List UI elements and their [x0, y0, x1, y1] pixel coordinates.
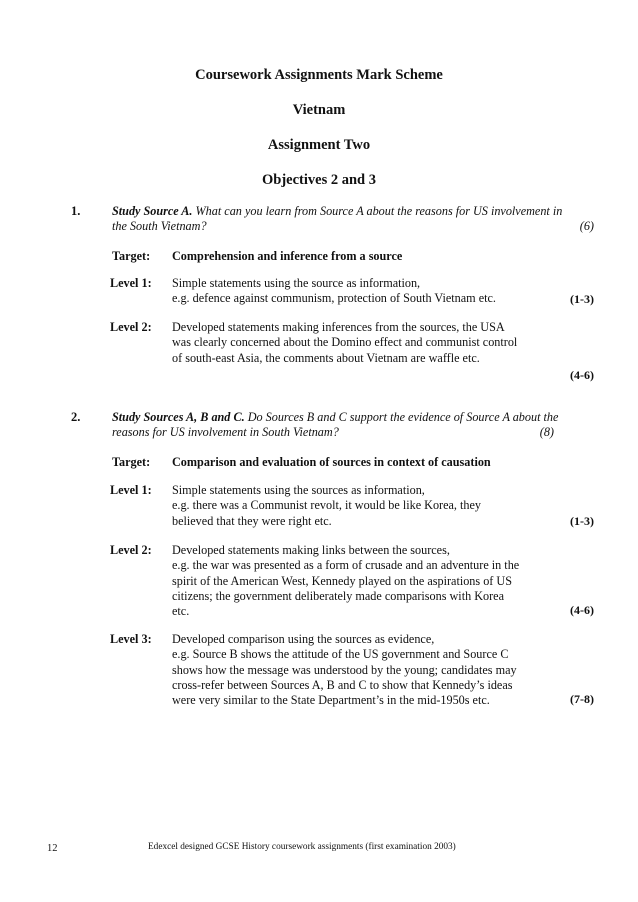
q1-level-2-line: of south-east Asia, the comments about Vietnam are waffle etc. [172, 350, 480, 365]
q2-level-2-line: spirit of the American West, Kennedy played on the aspirations of US [172, 573, 512, 588]
q2-level-2-mark: (4-6) [570, 603, 594, 617]
q1-level-2-mark: (4-6) [570, 368, 594, 382]
q1-level-1-description [172, 276, 539, 307]
q2-level-2-line: etc. [172, 604, 190, 619]
q1-level-1-line: e.g. defence against communism, protection of South Vietnam etc. [172, 291, 496, 306]
q2-level-3-label: Level 3: [110, 632, 152, 646]
question-2-text [112, 410, 604, 440]
q2-level-2-line: Developed statements making links between the sources, [172, 543, 450, 557]
assignment-heading: Assignment Two [267, 137, 371, 153]
question-2-line-2: reasons for US involvement in South Vietnam? [112, 425, 339, 439]
q2-level-1-description [172, 483, 539, 529]
question-2-line-1: Do Sources B and C support the evidence of Source A about the [247, 410, 559, 424]
q2-level-1-line: e.g. there was a Communist revolt, it would be like Korea, they [172, 498, 482, 513]
page-title: Coursework Assignments Mark Scheme [195, 67, 443, 83]
question-1-text [112, 204, 604, 234]
page-number: 12 [47, 843, 58, 854]
q2-level-2-line: e.g. the war was presented as a form of crusade and an adventure in the [172, 558, 520, 573]
q2-level-3-line: Developed comparison using the sources as evidence, [172, 632, 435, 646]
footer-text: Edexcel designed GCSE History coursework assignments (first examination 2003) [148, 842, 456, 852]
question-2-marks: (8) [539, 425, 554, 439]
q1-level-1-line: Simple statements using the source as information, [172, 276, 421, 290]
q2-level-3-line: shows how the message was understood by the young; candidates may [172, 662, 517, 677]
q2-level-2-line: citizens; the government deliberately made comparisons with Korea [172, 588, 504, 603]
q2-level-3-line: cross-refer between Sources A, B and C to show that Kennedy’s ideas [172, 677, 513, 692]
q1-level-2-line: Developed statements making inferences from the sources, the USA [172, 320, 505, 334]
q2-level-3-line: were very similar to the State Department’s in the mid-1950s etc. [172, 693, 490, 708]
q2-level-2-description [172, 543, 539, 619]
topic-heading: Vietnam [292, 102, 346, 118]
q2-level-2-label: Level 2: [110, 543, 152, 557]
question-1-line-2: the South Vietnam? [112, 219, 207, 233]
q2-level-1-line: Simple statements using the sources as information, [172, 483, 425, 497]
q2-level-1-label: Level 1: [110, 483, 152, 497]
q1-level-1-mark: (1-3) [570, 292, 594, 306]
question-2-lead: Study Sources A, B and C. [112, 410, 245, 424]
question-1-target: Comprehension and inference from a source [172, 249, 403, 263]
question-1-lead: Study Source A. [112, 204, 193, 218]
question-1-marks: (6) [579, 219, 594, 233]
question-1-line-1: What can you learn from Source A about the reasons for US involvement in [195, 204, 563, 218]
q1-level-2-line: was clearly concerned about the Domino effect and communist control [172, 335, 518, 350]
q1-level-2-label: Level 2: [110, 320, 152, 334]
q1-level-2-description [172, 320, 539, 366]
q2-level-3-mark: (7-8) [570, 692, 594, 706]
question-2-target-label: Target: [112, 455, 151, 469]
q2-level-3-line: e.g. Source B shows the attitude of the US government and Source C [172, 647, 509, 662]
question-1-target-label: Target: [112, 249, 151, 263]
q2-level-1-mark: (1-3) [570, 514, 594, 528]
q2-level-3-description [172, 632, 539, 708]
question-1-number: 1. [71, 204, 81, 218]
question-2-target: Comparison and evaluation of sources in context of causation [172, 455, 491, 469]
objectives-heading: Objectives 2 and 3 [262, 172, 376, 188]
q1-level-1-label: Level 1: [110, 276, 152, 290]
q2-level-1-line: believed that they were right etc. [172, 513, 332, 528]
question-2-number: 2. [71, 410, 81, 424]
